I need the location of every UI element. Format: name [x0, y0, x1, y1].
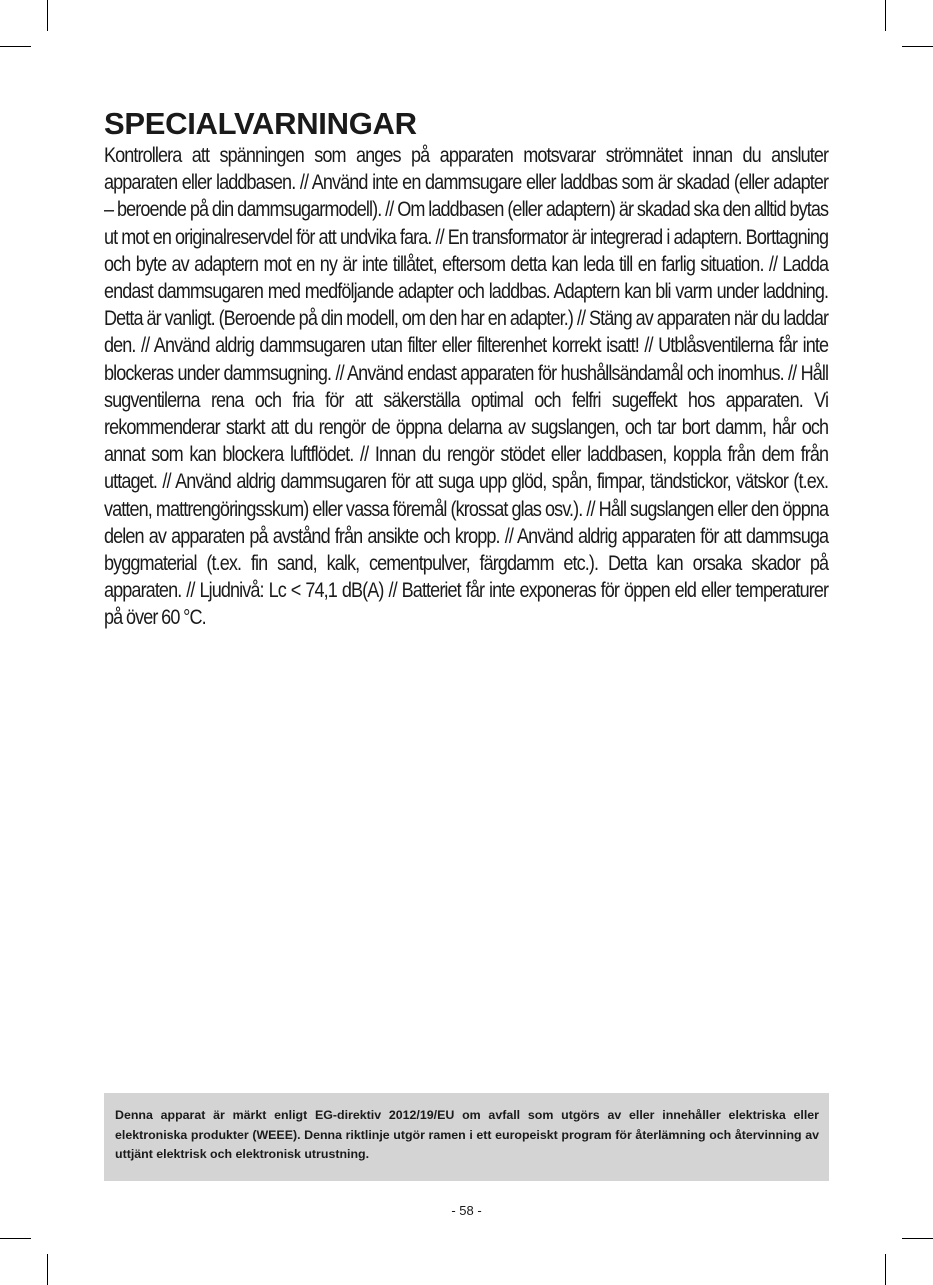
crop-mark-top-left-h: [0, 46, 31, 47]
crop-mark-bottom-left-h: [0, 1238, 31, 1239]
crop-mark-bottom-left-v: [47, 1254, 48, 1285]
crop-mark-top-right-v: [885, 0, 886, 31]
crop-mark-top-left-v: [47, 0, 48, 31]
page-number: - 58 -: [451, 1203, 482, 1218]
crop-mark-top-right-h: [902, 46, 933, 47]
page-title: SPECIALVARNINGAR: [104, 106, 417, 141]
weee-notice-box: [104, 1093, 829, 1181]
weee-notice-text: Denna apparat är märkt enligt EG-direktiv 2012/19/EU om avfall som utgörs av eller innehåller elektriska eller elektroniska produkter (WEEE). Denna riktlinje utgör ramen i ett europeiskt program för återlämning och återvinning av uttjänt elektrisk och elektronisk utrustning.: [115, 1108, 819, 1161]
warnings-section: [104, 106, 828, 632]
warnings-body-text: Kontrollera att spänningen som anges på apparaten motsvarar strömnätet innan du ansluter apparaten eller laddbasen. // Använd inte en dammsugare eller laddbas som är skadad (eller adapter – beroende på din dammsugarmodell). // Om laddbasen (eller adaptern) är skadad ska den alltid bytas ut mot en originalreservdel för att undvika fara. // En transformator är integrerad i adaptern. Borttagning och byte av adaptern mot en ny är inte tillåtet, eftersom detta kan leda till en farlig situation. // Ladda endast dammsugaren med medföljande adapter och laddbas. Adaptern kan bli varm under laddning. Detta är vanligt. (Beroende på din modell, om den har en adapter.) // Stäng av apparaten när du laddar den. // Använd aldrig dammsugaren utan filter eller filterenhet korrekt isatt! // Utblåsventilerna får inte blockeras under dammsugning. // Använd endast apparaten för hushållsändamål och inomhus. // Håll sugventilerna rena och fria för att säkerställa optimal och felfri sugeffekt hos apparaten. Vi rekommenderar starkt att du rengör de öppna delarna av sugslangen, och tar bort damm, hår och annat som kan blockera luftflödet. // Innan du rengör stödet eller laddbasen, koppla från dem från uttaget. // Använd aldrig dammsugaren för att suga upp glöd, spån, fimpar, tändstickor, vätskor (t.ex. vatten, mattrengöringsskum) eller vassa föremål (krossat glas osv.). // Håll sugslangen eller den öppna delen av apparaten på avstånd från ansikte och kropp. // Använd aldrig apparaten för att dammsuga byggmaterial (t.ex. fin sand, kalk, cementpulver, färgdamm etc.). Detta kan orsaka skador på apparaten. // Ljudnivå: Lc < 74,1 dB(A) // Batteriet får inte exponeras för öppen eld eller temperaturer på över 60 °C.: [104, 144, 829, 630]
crop-mark-bottom-right-v: [885, 1254, 886, 1285]
crop-mark-bottom-right-h: [902, 1238, 933, 1239]
